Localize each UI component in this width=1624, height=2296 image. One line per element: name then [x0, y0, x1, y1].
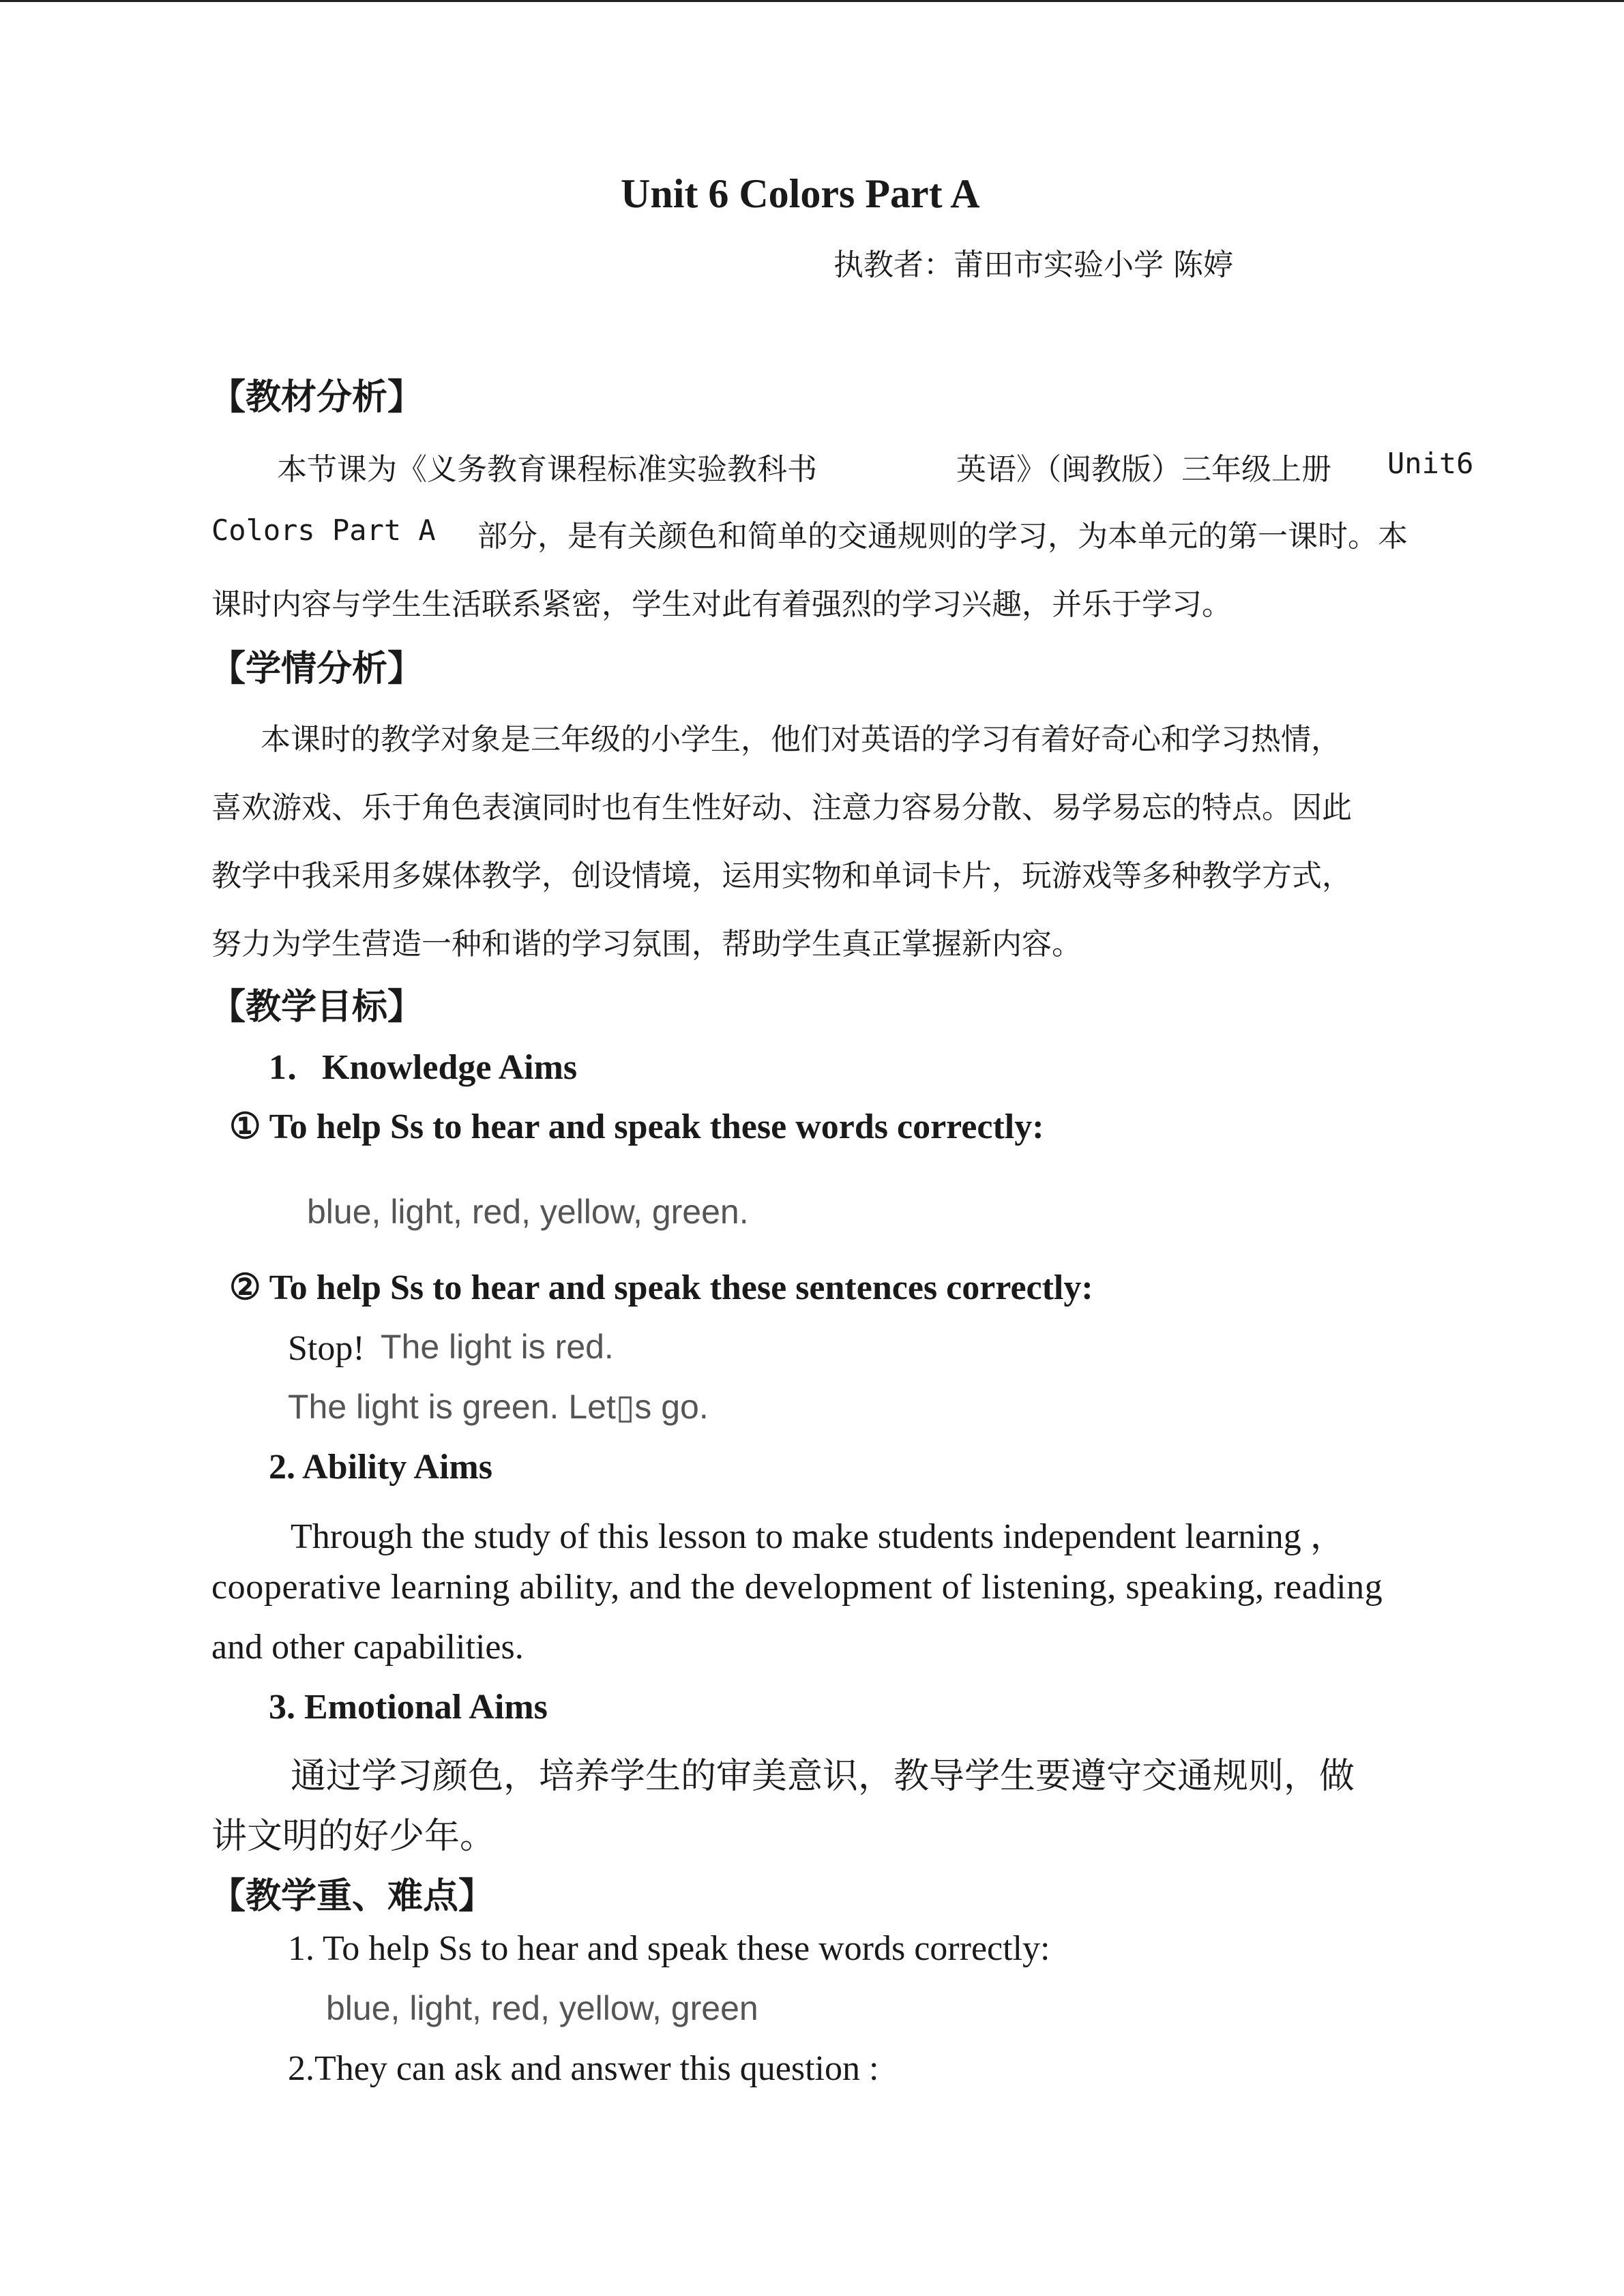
- section-heading-students: 【学情分析】: [210, 648, 424, 689]
- students-line-4: 努力为学生营造一种和谐的学习氛围，帮助学生真正掌握新内容。: [211, 927, 1082, 961]
- sentence-light-red: The light is red.: [381, 1328, 614, 1366]
- students-line-2: 喜欢游戏、乐于角色表演同时也有生性好动、注意力容易分散、易学易忘的特点。因此: [211, 790, 1352, 825]
- section-heading-material: 【教材分析】: [210, 376, 424, 418]
- material-line-1a: 本节课为《义务教育课程标准实验教科书: [277, 452, 817, 487]
- key-point-1-words: blue, light, red, yellow, green: [326, 1989, 758, 2027]
- sentence-light-green: The light is green. Let▯s go.: [288, 1388, 709, 1426]
- page-top-border: [0, 0, 1624, 2]
- knowledge-aim-2: ② To help Ss to hear and speak these sentences correctly:: [229, 1268, 1093, 1307]
- sentence-stop: Stop!: [288, 1329, 365, 1368]
- emotional-line-1: 通过学习颜色，培养学生的审美意识，教导学生要遵守交通规则，做: [291, 1756, 1355, 1797]
- material-line-3: 课时内容与学生生活联系紧密，学生对此有着强烈的学习兴趣，并乐于学习。: [211, 587, 1232, 622]
- ability-line-2: cooperative learning ability, and the development of listening, speaking, reading: [211, 1568, 1383, 1607]
- teacher-line: 执教者：莆田市实验小学 陈婷: [833, 248, 1233, 282]
- ability-line-1: Through the study of this lesson to make students independent learning ，: [291, 1517, 1346, 1556]
- key-point-2: 2.They can ask and answer this question :: [288, 2049, 879, 2088]
- material-line-1b: 英语》（闽教版）三年级上册: [956, 452, 1331, 487]
- knowledge-aim-1-words: blue, light, red, yellow, green.: [307, 1193, 749, 1231]
- emotional-aims-heading: 3. Emotional Aims: [269, 1688, 548, 1727]
- knowledge-aim-1: ① To help Ss to hear and speak these words correctly:: [229, 1107, 1044, 1146]
- students-line-3: 教学中我采用多媒体教学，创设情境，运用实物和单词卡片，玩游戏等多种教学方式，: [211, 859, 1352, 893]
- students-line-1: 本课时的教学对象是三年级的小学生，他们对英语的学习有着好奇心和学习热情，: [261, 722, 1341, 757]
- material-line-2a: Colors Part A: [211, 513, 436, 547]
- knowledge-aims-heading: 1．Knowledge Aims: [269, 1048, 578, 1087]
- ability-line-3: and other capabilities.: [211, 1628, 524, 1667]
- material-line-2b: 部分，是有关颜色和简单的交通规则的学习，为本单元的第一课时。本: [477, 519, 1408, 554]
- material-line-1c: Unit6: [1387, 447, 1474, 480]
- ability-aims-heading: 2. Ability Aims: [269, 1448, 492, 1487]
- key-point-1: 1. To help Ss to hear and speak these words correctly:: [288, 1929, 1050, 1968]
- page-title: Unit 6 Colors Part A: [621, 171, 980, 216]
- emotional-line-2: 讲文明的好少年。: [211, 1816, 496, 1857]
- section-heading-key-points: 【教学重、难点】: [210, 1875, 494, 1917]
- section-heading-aims: 【教学目标】: [210, 986, 424, 1028]
